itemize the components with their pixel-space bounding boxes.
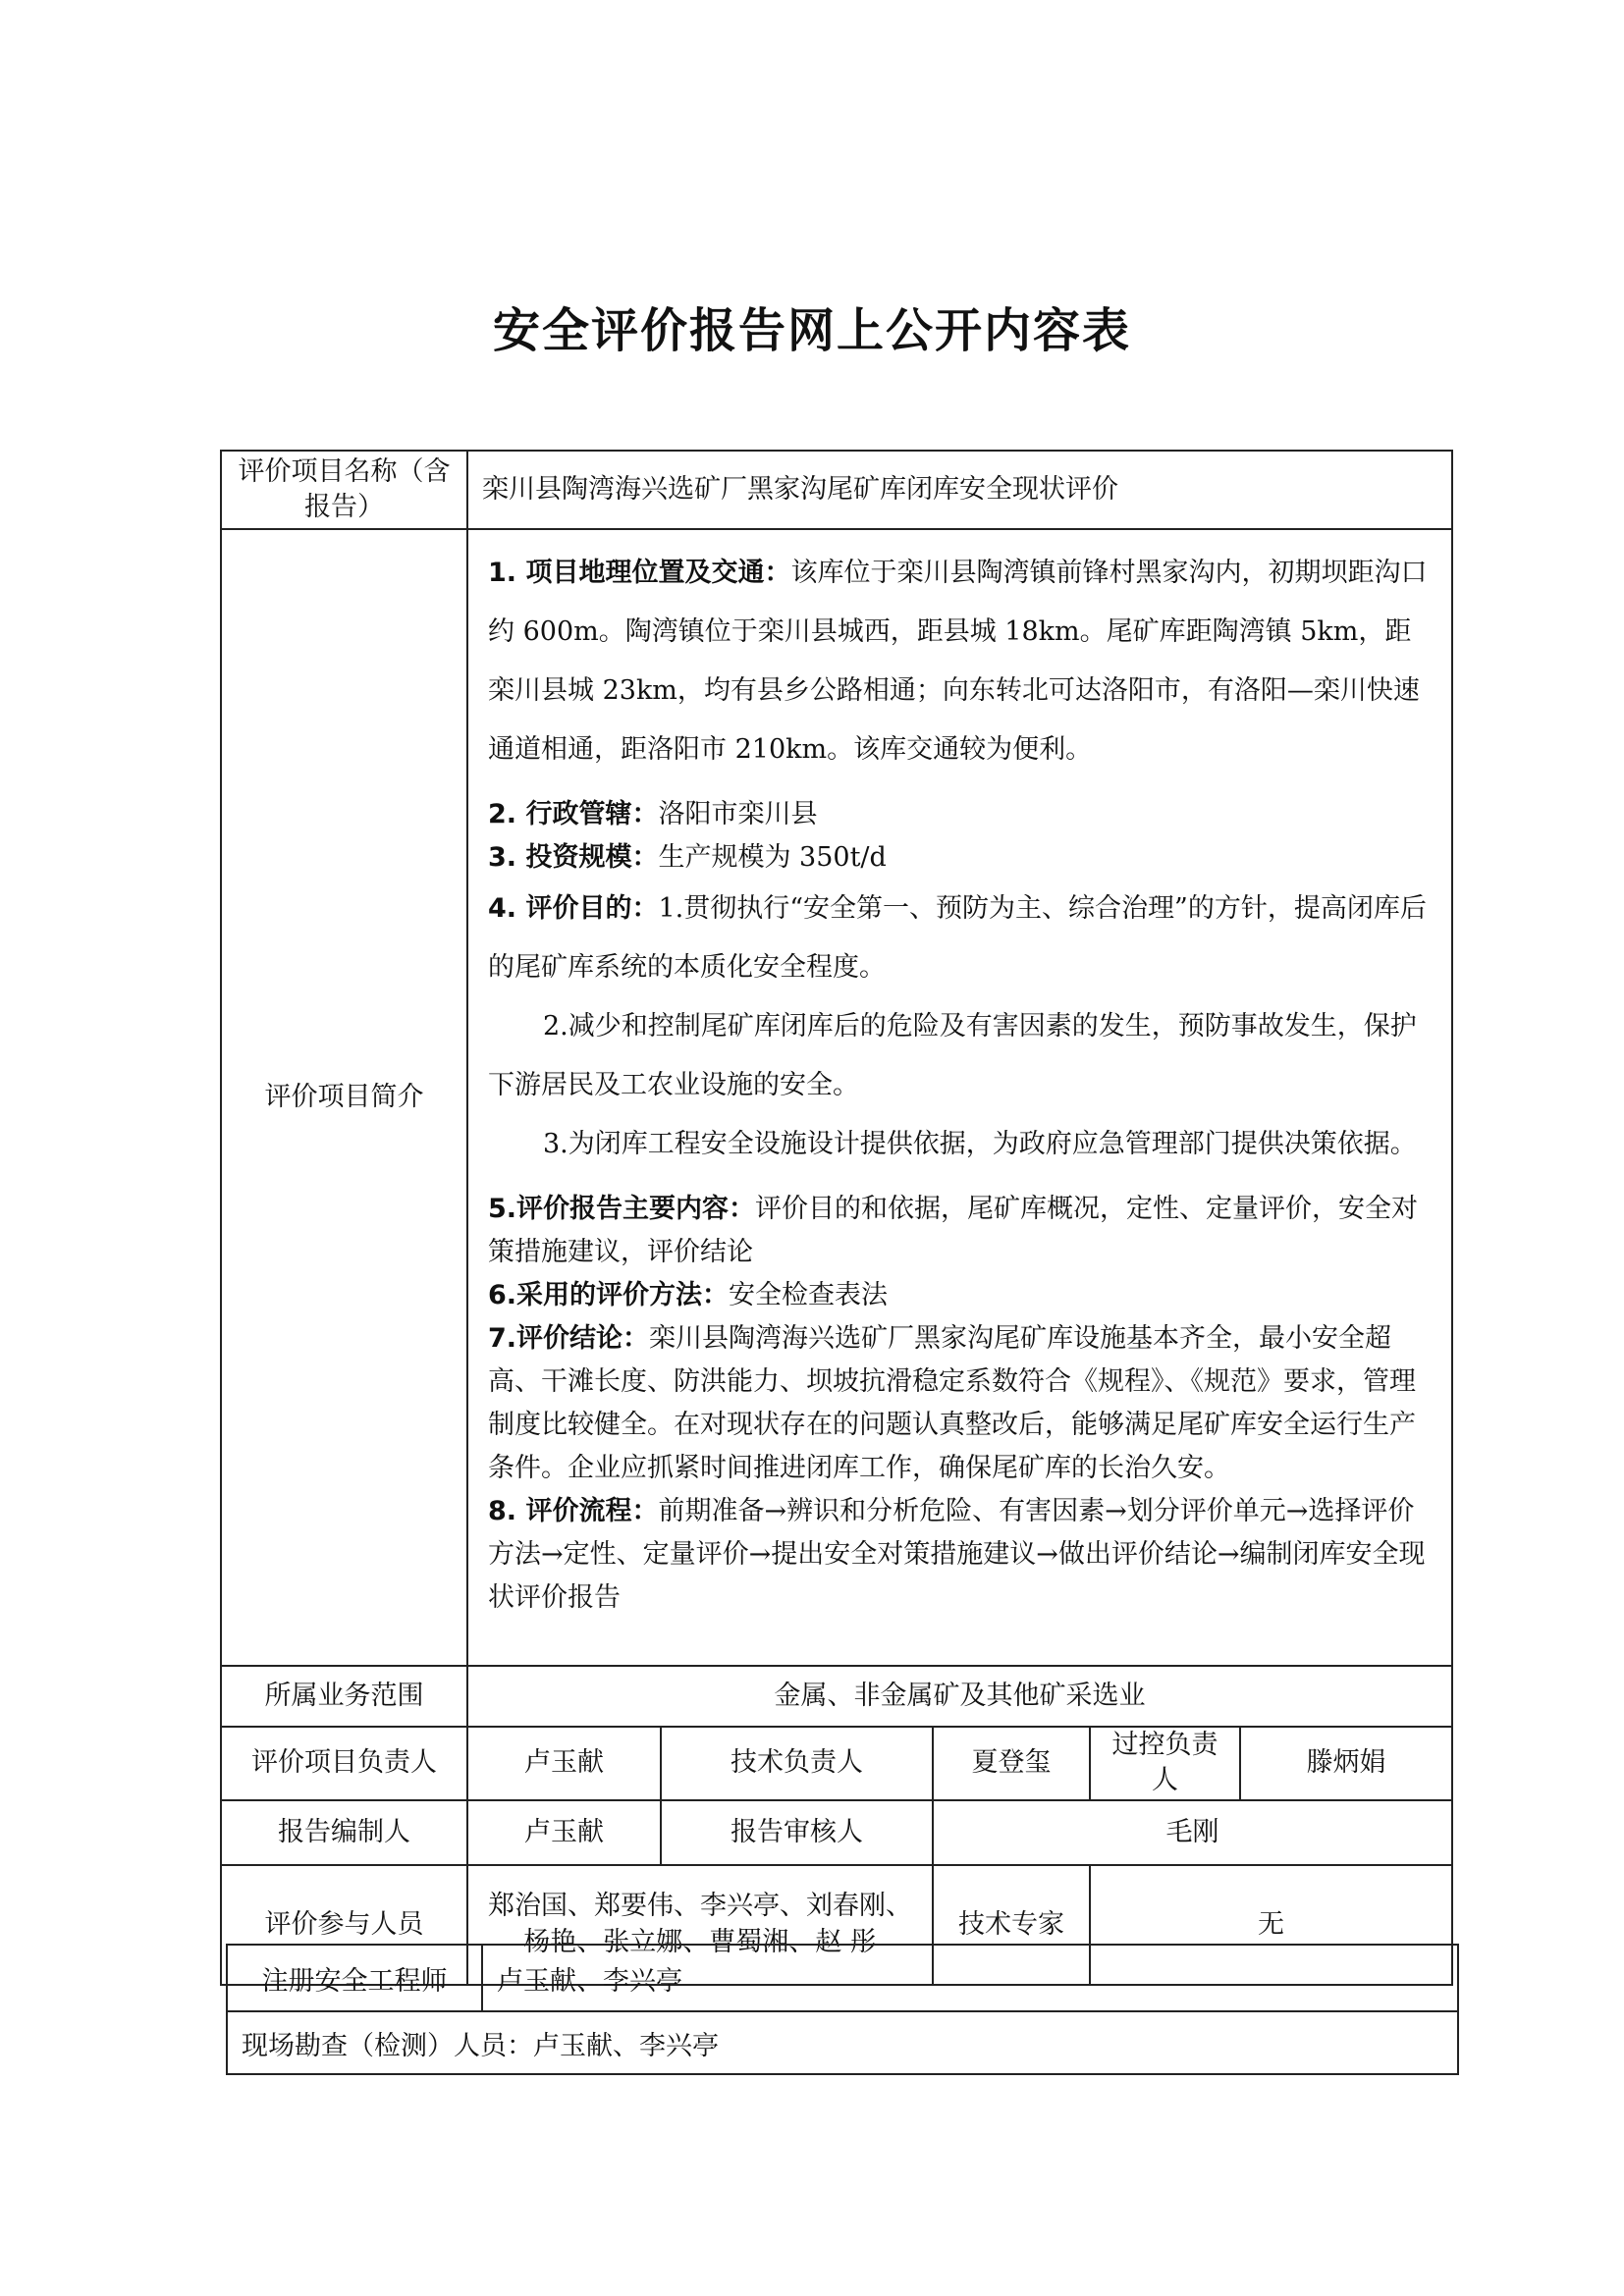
tech-leader-label: 技术负责人 <box>661 1727 933 1800</box>
site-survey-text: 现场勘查（检测）人员：卢玉献、李兴亭 <box>227 2011 1458 2074</box>
tech-leader-value: 夏登玺 <box>933 1727 1090 1800</box>
intro-section-4: 4. 评价目的：1.贯彻执行“安全第一、预防为主、综合治理”的方针，提高闭库后的尾矿库系统的本质化安全程度。 <box>488 893 1427 983</box>
intro-section-3: 3. 投资规模：生产规模为 350t/d <box>488 842 887 873</box>
intro-section-1: 1. 项目地理位置及交通：该库位于栾川县陶湾镇前锋村黑家沟内，初期坝距沟口约 600m。陶湾镇位于栾川县城西，距县城 18km。尾矿库距陶湾镇 5km，距栾川县城 23km，均有县乡公路相通；向东转北可达洛阳市，有洛阳—栾川快速通道相通，距洛阳市 210km。该库交通较为便利。 <box>488 558 1428 765</box>
row-business-scope <box>221 1666 1452 1727</box>
expert-value: 无 <box>1090 1865 1452 1985</box>
engineer-table <box>226 1944 1459 2075</box>
project-leader-value: 卢玉献 <box>467 1727 661 1800</box>
participants-label: 评价参与人员 <box>221 1865 467 1985</box>
compiler-label: 报告编制人 <box>221 1800 467 1865</box>
disclosure-table <box>220 450 1453 1986</box>
control-leader-label: 过控负责人 <box>1090 1727 1240 1800</box>
row-leaders <box>221 1727 1452 1800</box>
control-leader-value: 滕炳娟 <box>1240 1727 1452 1800</box>
intro-section-2: 2. 行政管辖：洛阳市栾川县 <box>488 799 818 829</box>
intro-section-5: 5.评价报告主要内容：评价目的和依据，尾矿库概况，定性、定量评价，安全对策措施建议，评价结论 <box>488 1194 1419 1267</box>
project-name-value: 栾川县陶湾海兴选矿厂黑家沟尾矿库闭库安全现状评价 <box>467 451 1452 529</box>
intro-section-4-item-2: 2.减少和控制尾矿库闭库后的危险及有害因素的发生，预防事故发生，保护下游居民及工农业设施的安全。 <box>488 1011 1417 1100</box>
intro-section-8: 8. 评价流程：前期准备→辨识和分析危险、有害因素→划分评价单元→选择评价方法→定性、定量评价→提出安全对策措施建议→做出评价结论→编制闭库安全现状评价报告 <box>488 1496 1426 1613</box>
intro-section-4-item-3: 3.为闭库工程安全设施设计提供依据，为政府应急管理部门提供决策依据。 <box>543 1129 1417 1159</box>
row-project-name <box>221 451 1452 529</box>
row-intro <box>221 529 1452 1666</box>
compiler-value: 卢玉献 <box>467 1800 661 1865</box>
business-scope-value: 金属、非金属矿及其他矿采选业 <box>467 1666 1452 1727</box>
intro-content <box>467 529 1452 1666</box>
reviewer-label: 报告审核人 <box>661 1800 933 1865</box>
row-engineers <box>227 1945 1458 2011</box>
reviewer-value: 毛刚 <box>933 1800 1452 1865</box>
page-title: 安全评价报告网上公开内容表 <box>492 303 1131 358</box>
business-scope-label: 所属业务范围 <box>221 1666 467 1727</box>
engineers-label: 注册安全工程师 <box>227 1945 482 2011</box>
row-report <box>221 1800 1452 1865</box>
intro-label: 评价项目简介 <box>221 529 467 1666</box>
project-leader-label: 评价项目负责人 <box>221 1727 467 1800</box>
engineers-value: 卢玉献、李兴亭 <box>482 1945 1458 2011</box>
participants-value: 郑治国、郑要伟、李兴亭、刘春刚、杨艳、张立娜、曹蜀湘、赵 彤 <box>467 1865 933 1985</box>
expert-label: 技术专家 <box>933 1865 1090 1985</box>
project-name-label: 评价项目名称（含报告） <box>221 451 467 529</box>
intro-section-7: 7.评价结论：栾川县陶湾海兴选矿厂黑家沟尾矿库设施基本齐全，最小安全超高、干滩长度、防洪能力、坝坡抗滑稳定系数符合《规程》、《规范》要求，管理制度比较健全。在对现状存在的问题认真整改后，能够满足尾矿库安全运行生产条件。企业应抓紧时间推进闭库工作，确保尾矿库的长治久安。 <box>488 1323 1416 1483</box>
row-site-survey <box>227 2011 1458 2074</box>
intro-section-6: 6.采用的评价方法：安全检查表法 <box>488 1280 889 1310</box>
